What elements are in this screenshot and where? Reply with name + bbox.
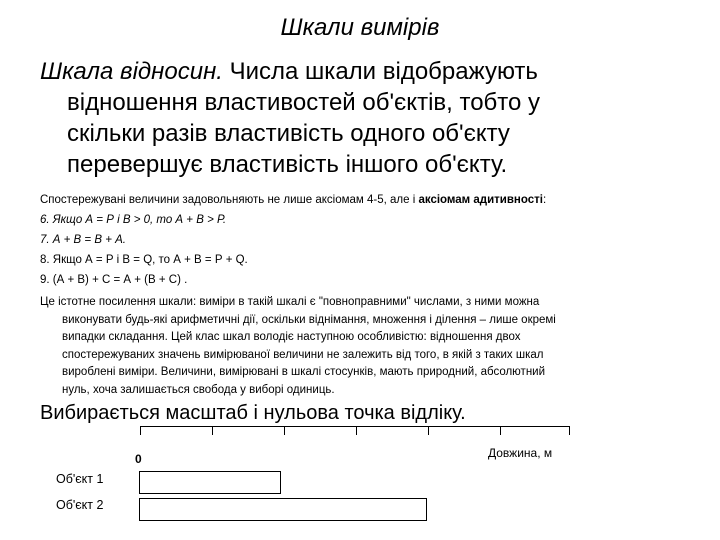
zero-label: 0 [135,452,142,466]
intro-bold: аксіомам адитивності [418,194,543,206]
axioms-block [40,190,700,290]
para-line-6: нуль, хоча залишається свобода у виборі одиниць. [62,383,335,396]
object-1-label: Об'єкт 1 [56,472,104,486]
slide-title: Шкали вимірів [280,14,440,41]
intro-text: Спостережувані величини задовольняють не лише аксіомам 4-5, але і [40,194,419,206]
lead-line-1 [40,56,700,87]
scale-subtitle: Вибирається масштаб і нульова точка відліку. [40,402,466,424]
axis-tick [140,426,141,435]
axiom-8: 8. Якщо А = Р і В = Q, то А + В = Р + Q. [40,254,248,266]
axiom-6: 6. Якщо А = Р і В > 0, то А + В > Р. [40,214,227,226]
para-line-1: Це істотне посилення шкали: виміри в такій шкалі є "повноправними" числами, з ними можна [40,296,540,308]
axis-tick [569,426,570,435]
axis-tick [212,426,213,435]
explanation-paragraph [40,294,700,400]
axiom-7: 7. А + В = В + А. [40,234,126,246]
axis-tick [284,426,285,435]
object-1-bar [139,471,281,494]
scale-axis [140,426,570,427]
axis-tick [428,426,429,435]
axis-tick [356,426,357,435]
lead-rest: Числа шкали відображують [222,58,538,85]
para-line-5: вироблені виміри. Величини, вимірювані в шкалі стосунків, мають природний, абсолютний [62,366,546,379]
para-line-4: спостережуваних значень вимірюваної величини не залежить від того, в якій з таких шкал [62,348,544,361]
lead-line-3: скільки разів властивість одного об'єкту [67,120,510,147]
axis-tick [500,426,501,435]
object-2-bar [139,498,427,521]
para-line-3: випадки складання. Цей клас шкал володіє наступною особливістю: відношення двох [62,331,521,344]
intro-colon: : [542,194,547,206]
lead-text [40,56,700,180]
unit-label: Довжина, м [488,446,553,460]
object-2-label: Об'єкт 2 [56,498,104,512]
lead-term: Шкала відносин. [40,58,223,85]
lead-line-2: відношення властивостей об'єктів, тобто у [67,89,541,116]
axiom-9: 9. (А + В) + С = А + (В + С) . [40,274,188,286]
para-line-2: виконувати будь-які арифметичні дії, оскільки віднімання, множення і ділення – лише окремі [62,313,556,326]
lead-line-4: перевершує властивість іншого об'єкту. [67,151,508,178]
axioms-intro [40,190,700,210]
